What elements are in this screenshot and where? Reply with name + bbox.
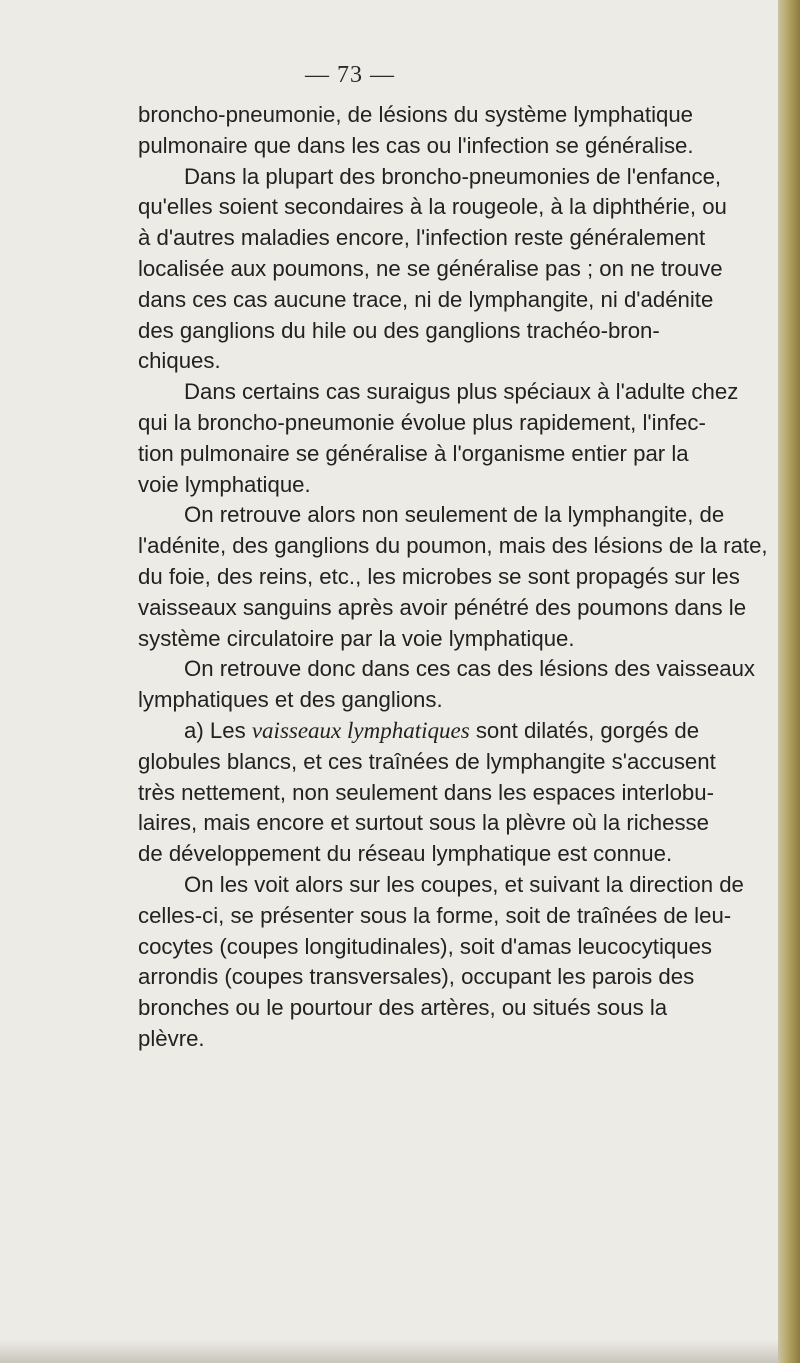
text-line: celles-ci, se présenter sous la forme, soit de traînées de leu- (138, 902, 732, 928)
text-line: qui la broncho-pneumonie évolue plus rapidement, l'infec- (138, 409, 706, 435)
text-line: arrondis (coupes transversales), occupant les parois des (138, 964, 695, 990)
text-line: cocytes (coupes longitudinales), soit d'amas leucocytiques (138, 933, 713, 959)
text-line: bronches ou le pourtour des artères, ou situés sous la (138, 995, 668, 1021)
page-bottom-shadow (0, 1340, 778, 1363)
text-line: qu'elles soient secondaires à la rougeole, à la diphthérie, ou (138, 194, 727, 220)
text-line: très nettement, non seulement dans les espaces interlobu- (138, 779, 714, 805)
text-line: a) Les vaisseaux lymphatiques sont dilatés, gorgés de (184, 717, 700, 743)
page-edge (778, 0, 800, 1363)
italic-term: vaisseaux lymphatiques (251, 717, 470, 743)
text-line: de développement du réseau lymphatique est connue. (138, 841, 673, 867)
text-line: laires, mais encore et surtout sous la plèvre où la richesse (138, 810, 709, 836)
text-line: tion pulmonaire se généralise à l'organisme entier par la (138, 440, 689, 466)
page-number: — 73 — (305, 62, 395, 88)
text-line: dans ces cas aucune trace, ni de lymphangite, ni d'adénite (138, 286, 714, 312)
text-line: localisée aux poumons, ne se généralise pas ; on ne trouve (138, 255, 723, 281)
text-line: voie lymphatique. (138, 471, 311, 497)
text-line: des ganglions du hile ou des ganglions trachéo-bron- (138, 317, 660, 343)
text-line: à d'autres maladies encore, l'infection reste généralement (138, 225, 706, 251)
body-text (138, 100, 768, 1055)
text-line: On les voit alors sur les coupes, et suivant la direction de (184, 871, 744, 897)
text-line: On retrouve alors non seulement de la lymphangite, de (184, 502, 725, 528)
text-line: plèvre. (138, 1025, 205, 1051)
text-line: Dans certains cas suraigus plus spéciaux à l'adulte chez (184, 379, 739, 405)
text-line: système circulatoire par la voie lymphatique. (138, 625, 575, 651)
text-line: lymphatiques et des ganglions. (138, 687, 443, 713)
text-line: vaisseaux sanguins après avoir pénétré des poumons dans le (138, 594, 747, 620)
text-line: du foie, des reins, etc., les microbes se sont propagés sur les (138, 563, 740, 589)
text-line: chiques. (138, 348, 221, 374)
text-line: On retrouve donc dans ces cas des lésions des vaisseaux (184, 656, 756, 682)
text-line: Dans la plupart des broncho-pneumonies de l'enfance, (184, 163, 722, 189)
text-line: l'adénite, des ganglions du poumon, mais des lésions de la rate, (138, 533, 768, 559)
text-line: globules blancs, et ces traînées de lymphangite s'accusent (138, 748, 716, 774)
text-line: pulmonaire que dans les cas ou l'infection se généralise. (138, 132, 694, 158)
text-line: broncho-pneumonie, de lésions du système lymphatique (138, 102, 694, 127)
